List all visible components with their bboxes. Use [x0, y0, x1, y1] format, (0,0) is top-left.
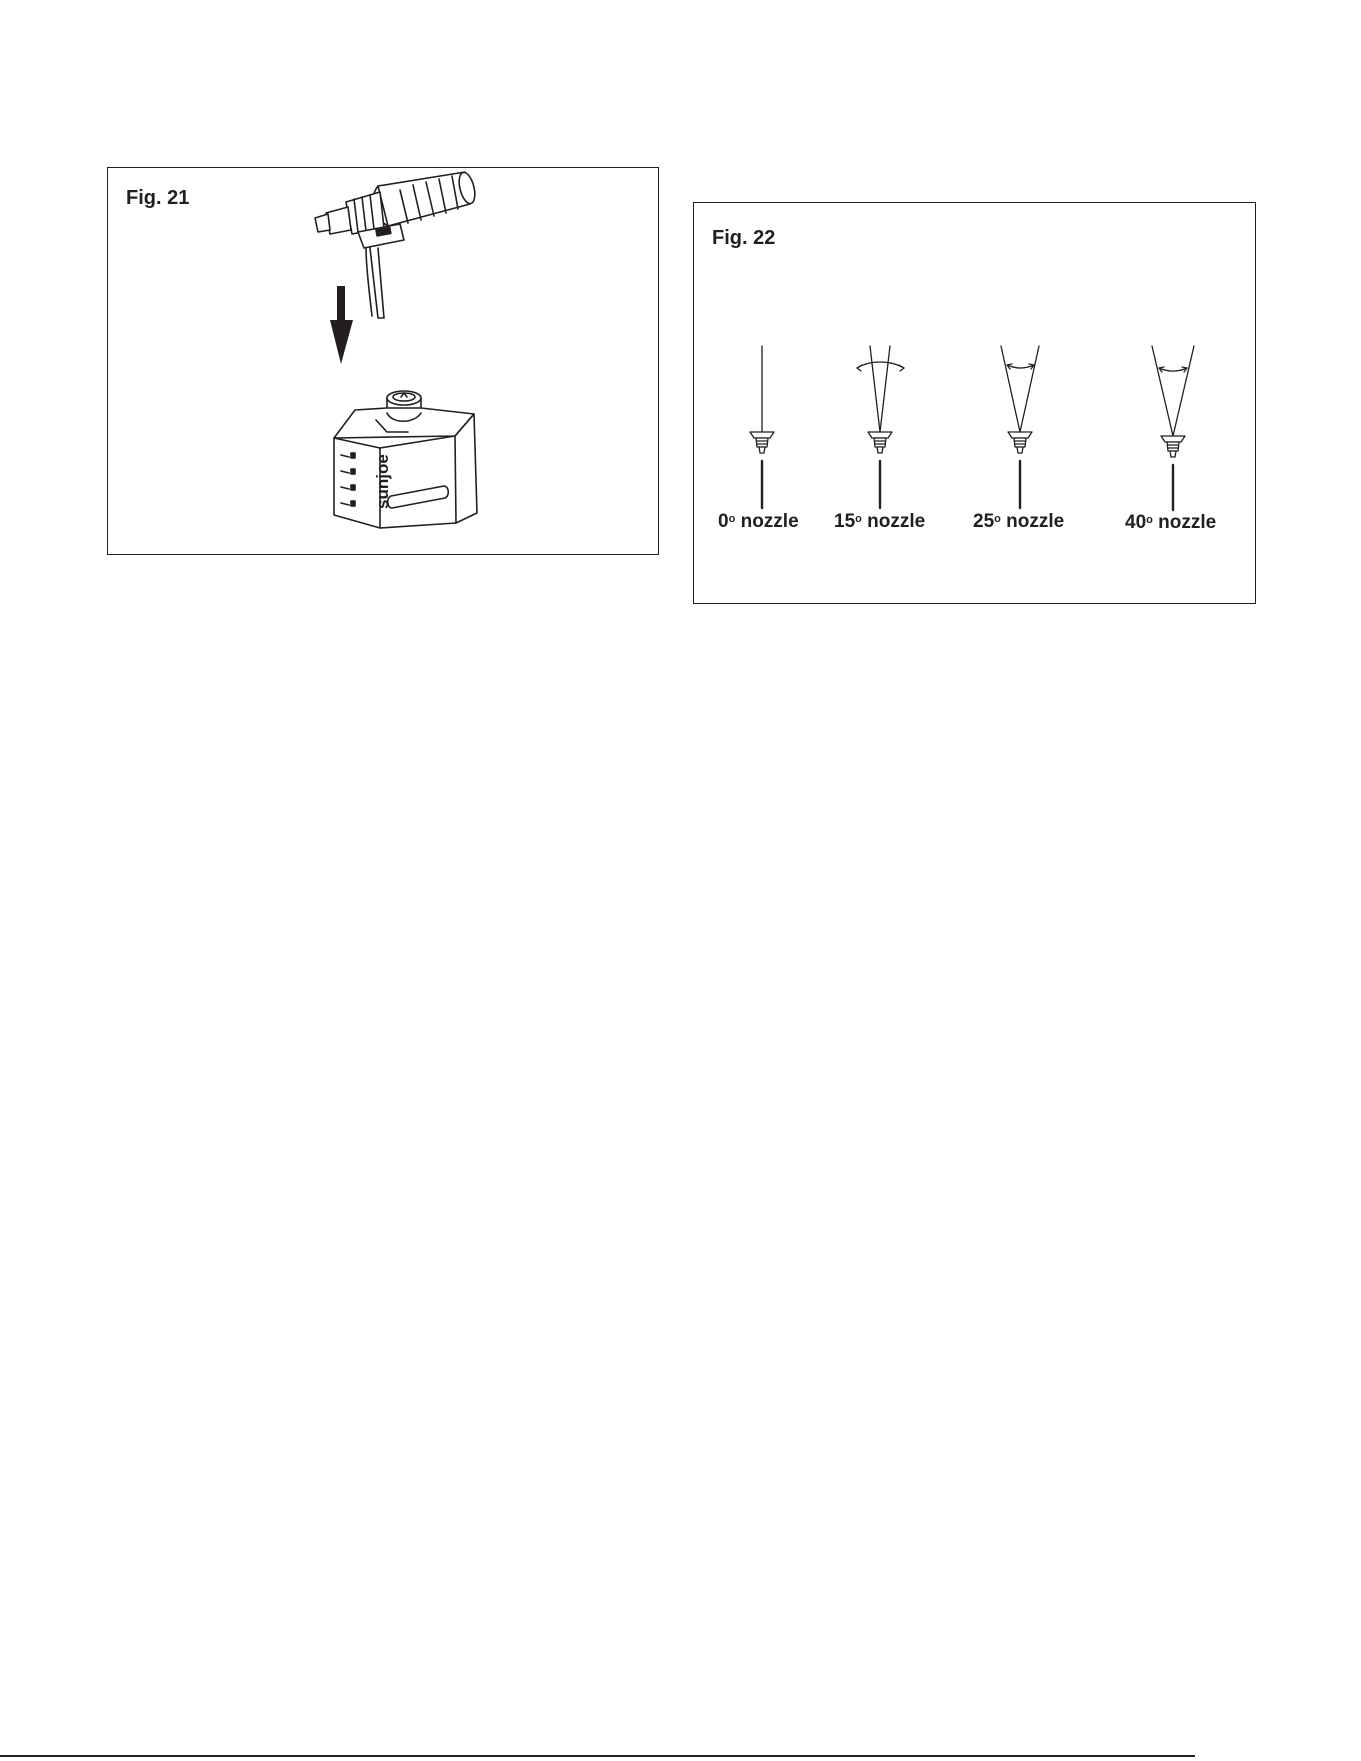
- down-arrow-icon: [330, 286, 353, 364]
- tank-logo: sunjoe: [373, 454, 392, 509]
- figure-22-panel: [693, 202, 1256, 604]
- nozzle-label-40: 40$^o$ nozzle: [1125, 512, 1217, 533]
- nozzle-40-icon: [1152, 346, 1194, 510]
- soap-tank-icon: [334, 391, 477, 528]
- nozzle-25-icon: [1001, 346, 1039, 508]
- figure-22-label: Fig. 22: [712, 227, 776, 249]
- figure-21-label: Fig. 21: [126, 187, 190, 209]
- figure-21-panel: [107, 167, 659, 555]
- nozzle-15-icon: [857, 346, 904, 508]
- nozzle-label-25: 25$^o$ nozzle: [973, 511, 1065, 532]
- figure-21-illustration: [108, 168, 660, 556]
- nozzle-label-15: 15$^o$ nozzle: [834, 511, 926, 532]
- figure-22-illustration: [694, 203, 1257, 605]
- nozzle-label-0: 0$^o$ nozzle: [718, 511, 799, 532]
- nozzle-0-icon: [750, 346, 774, 508]
- footer-rule: [0, 1755, 1195, 1757]
